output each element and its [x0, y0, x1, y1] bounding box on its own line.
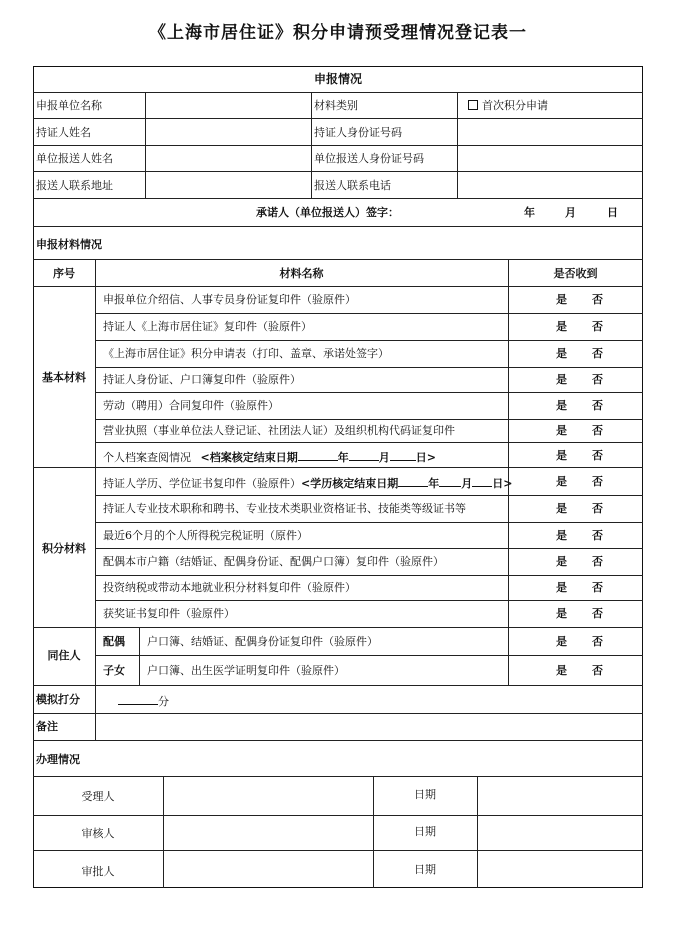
- sender-id-field[interactable]: [462, 149, 640, 169]
- yes-option[interactable]: 是: [556, 373, 567, 386]
- material-item: 营业执照（事业单位法人登记证、社团法人证）及组织机构代码证复印件: [103, 424, 455, 437]
- edu-month: 月: [461, 477, 473, 490]
- yes-option[interactable]: 是: [556, 424, 567, 437]
- first-apply-checkbox[interactable]: [468, 100, 478, 110]
- yes-option[interactable]: 是: [556, 529, 567, 542]
- col-seq-header: 序号: [53, 267, 75, 280]
- reviewer-label: 审核人: [81, 827, 115, 840]
- reviewer-field[interactable]: [167, 819, 369, 847]
- no-option[interactable]: 否: [592, 529, 603, 542]
- points-first-close: 日>: [492, 477, 513, 490]
- points-first-label: 持证人学历、学位证书复印件（验原件）: [103, 477, 301, 490]
- acceptor-date-label: 日期: [414, 788, 436, 801]
- no-option[interactable]: 否: [592, 607, 603, 620]
- archive-item-label: 个人档案查阅情况: [103, 451, 191, 464]
- archive-month: 月: [378, 451, 390, 464]
- group-cohabit-label: 同住人: [47, 649, 81, 662]
- edu-year: 年: [428, 477, 440, 490]
- promise-year: 年: [524, 206, 535, 219]
- archive-month-blank[interactable]: [349, 450, 379, 461]
- remark-field[interactable]: [100, 716, 640, 736]
- approver-label: 审批人: [81, 865, 115, 878]
- yes-option[interactable]: 是: [556, 347, 567, 360]
- acceptor-field[interactable]: [167, 781, 369, 811]
- material-item: 获奖证书复印件（验原件）: [103, 607, 235, 620]
- acceptor-label: 受理人: [81, 790, 115, 803]
- score-unit: 分: [158, 695, 169, 708]
- no-option[interactable]: 否: [592, 635, 603, 648]
- no-option[interactable]: 否: [592, 373, 603, 386]
- archive-note: <档案核定结束日期: [200, 451, 298, 464]
- yes-option[interactable]: 是: [556, 555, 567, 568]
- material-item: 配偶本市户籍（结婚证、配偶身份证、配偶户口簿）复印件（验原件）: [103, 555, 444, 568]
- edu-month-blank[interactable]: [439, 476, 461, 487]
- archive-item: [103, 450, 436, 463]
- archive-year-blank[interactable]: [298, 450, 338, 461]
- reviewer-date-field[interactable]: [481, 819, 639, 847]
- spouse-label: 配偶: [103, 635, 125, 648]
- unit-name-label: 申报单位名称: [36, 99, 102, 112]
- edu-day-blank[interactable]: [472, 476, 492, 487]
- first-apply-label: 首次积分申请: [482, 99, 548, 112]
- no-option[interactable]: 否: [592, 320, 603, 333]
- col-name-header: 材料名称: [279, 267, 324, 280]
- promise-day: 日: [607, 206, 618, 219]
- yes-option[interactable]: 是: [556, 581, 567, 594]
- material-item: 持证人专业技术职称和聘书、专业技术类职业资格证书、技能类等级证书等: [103, 502, 466, 515]
- sender-name-field[interactable]: [150, 149, 308, 169]
- materials-heading: 申报材料情况: [36, 238, 102, 251]
- mock-score-label: 模拟打分: [36, 693, 80, 706]
- no-option[interactable]: 否: [592, 347, 603, 360]
- no-option[interactable]: 否: [592, 555, 603, 568]
- sender-id-label: 单位报送人身份证号码: [314, 152, 424, 165]
- yes-option[interactable]: 是: [556, 449, 567, 462]
- edu-year-blank[interactable]: [398, 476, 428, 487]
- yes-option[interactable]: 是: [556, 320, 567, 333]
- no-option[interactable]: 否: [592, 449, 603, 462]
- sender-address-label: 报送人联系地址: [36, 179, 113, 192]
- approver-field[interactable]: [167, 855, 369, 885]
- spouse-item: 户口簿、结婚证、配偶身份证复印件（验原件）: [147, 635, 378, 648]
- sender-phone-label: 报送人联系电话: [314, 179, 391, 192]
- promise-sign-label: 承诺人（单位报送人）签字：: [256, 206, 399, 219]
- first-apply-option[interactable]: [468, 100, 548, 111]
- child-item: 户口簿、出生医学证明复印件（验原件）: [147, 664, 345, 677]
- archive-day-blank[interactable]: [390, 450, 416, 461]
- unit-name-field[interactable]: [150, 96, 308, 116]
- no-option[interactable]: 否: [592, 502, 603, 515]
- approver-date-field[interactable]: [481, 855, 639, 885]
- material-item: 持证人身份证、户口簿复印件（验原件）: [103, 373, 301, 386]
- no-option[interactable]: 否: [592, 475, 603, 488]
- sender-name-label: 单位报送人姓名: [36, 152, 113, 165]
- mock-score-blank[interactable]: [118, 694, 158, 705]
- reviewer-date-label: 日期: [414, 825, 436, 838]
- no-option[interactable]: 否: [592, 664, 603, 677]
- group-points-label: 积分材料: [42, 542, 86, 555]
- form-title: 《上海市居住证》积分申请预受理情况登记表一: [149, 23, 527, 43]
- material-item: 持证人《上海市居住证》复印件（验原件）: [103, 320, 312, 333]
- no-option[interactable]: 否: [592, 293, 603, 306]
- holder-id-field[interactable]: [462, 122, 640, 142]
- points-first-note: <学历核定结束日期: [301, 477, 399, 490]
- material-item: 最近6个月的个人所得税完税证明（原件）: [103, 529, 308, 542]
- no-option[interactable]: 否: [592, 424, 603, 437]
- approver-date-label: 日期: [414, 863, 436, 876]
- points-first-item: [103, 476, 512, 489]
- material-item: 劳动（聘用）合同复印件（验原件）: [103, 399, 279, 412]
- holder-id-label: 持证人身份证号码: [314, 126, 402, 139]
- yes-option[interactable]: 是: [556, 664, 567, 677]
- yes-option[interactable]: 是: [556, 502, 567, 515]
- sender-address-field[interactable]: [150, 175, 308, 195]
- yes-option[interactable]: 是: [556, 293, 567, 306]
- yes-option[interactable]: 是: [556, 399, 567, 412]
- archive-close: 日>: [415, 451, 436, 464]
- mock-score-field[interactable]: [118, 694, 169, 707]
- no-option[interactable]: 否: [592, 581, 603, 594]
- archive-year: 年: [337, 451, 349, 464]
- material-item: 申报单位介绍信、人事专员身份证复印件（验原件）: [103, 293, 356, 306]
- child-label: 子女: [103, 664, 125, 677]
- yes-option[interactable]: 是: [556, 607, 567, 620]
- col-received-header: 是否收到: [553, 267, 598, 280]
- sender-phone-field[interactable]: [462, 175, 640, 195]
- yes-option[interactable]: 是: [556, 635, 567, 648]
- group-basic-label: 基本材料: [42, 371, 86, 384]
- material-type-label: 材料类别: [314, 99, 358, 112]
- yes-option[interactable]: 是: [556, 475, 567, 488]
- no-option[interactable]: 否: [592, 399, 603, 412]
- promise-month: 月: [565, 206, 576, 219]
- material-item: 投资纳税或带动本地就业积分材料复印件（验原件）: [103, 581, 356, 594]
- material-item: 《上海市居住证》积分申请表（打印、盖章、承诺处签字）: [103, 347, 389, 360]
- holder-name-field[interactable]: [150, 122, 308, 142]
- holder-name-label: 持证人姓名: [36, 126, 91, 139]
- acceptor-date-field[interactable]: [481, 781, 639, 811]
- handling-heading: 办理情况: [36, 753, 80, 766]
- declare-heading: 申报情况: [313, 72, 362, 86]
- remark-label: 备注: [36, 720, 58, 733]
